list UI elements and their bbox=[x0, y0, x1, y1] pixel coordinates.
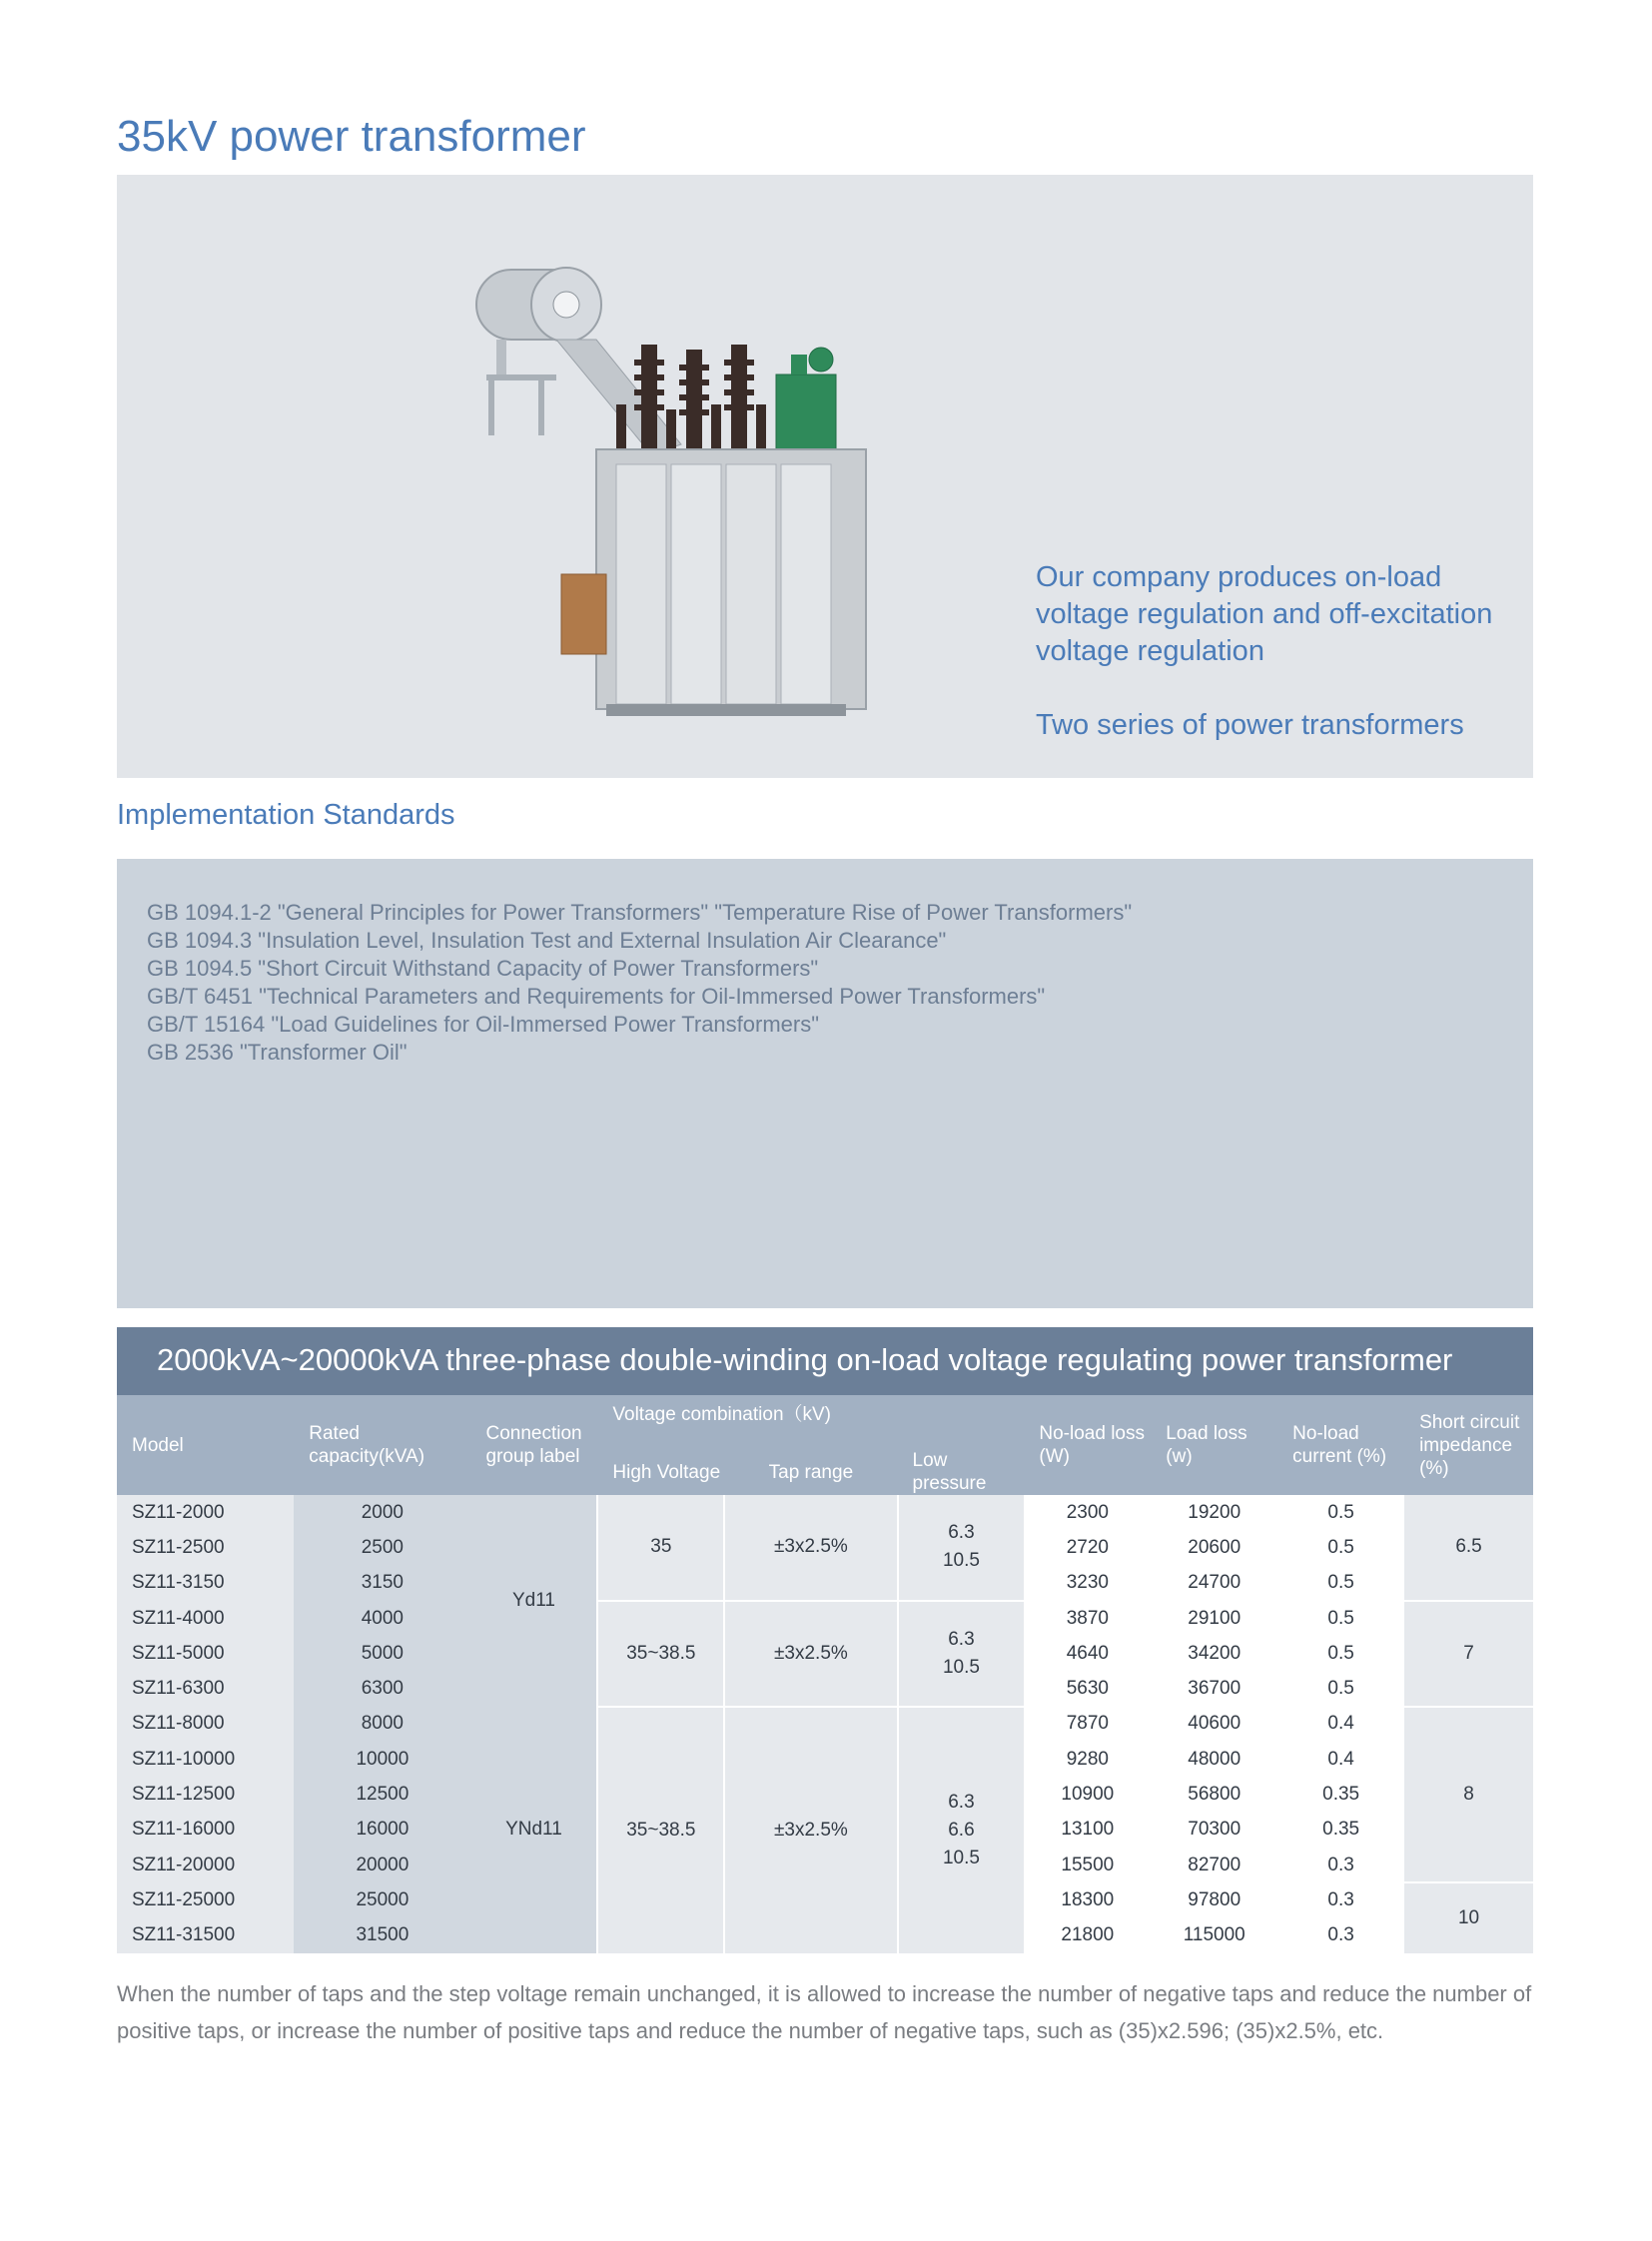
cell-no-load-loss: 5630 bbox=[1024, 1671, 1151, 1706]
standard-item: GB/T 6451 "Technical Parameters and Requirements for Oil-Immersed Power Transformers" bbox=[147, 984, 1046, 1009]
cell-model: SZ11-10000 bbox=[117, 1742, 294, 1777]
cell-model: SZ11-25000 bbox=[117, 1882, 294, 1917]
table-title: 2000kVA~20000kVA three-phase double-winding on-load voltage regulating power transformer bbox=[157, 1342, 1453, 1377]
cell-capacity: 16000 bbox=[294, 1813, 470, 1848]
cell-model: SZ11-4000 bbox=[117, 1601, 294, 1636]
cell-no-load-current: 0.35 bbox=[1277, 1813, 1404, 1848]
cell-no-load-loss: 13100 bbox=[1024, 1813, 1151, 1848]
cell-no-load-current: 0.5 bbox=[1277, 1601, 1404, 1636]
cell-high-voltage: 35 bbox=[597, 1495, 724, 1601]
cell-no-load-current: 0.5 bbox=[1277, 1636, 1404, 1671]
col-high-voltage: High Voltage bbox=[597, 1449, 724, 1495]
cell-load-loss: 24700 bbox=[1151, 1566, 1277, 1601]
cell-no-load-loss: 15500 bbox=[1024, 1848, 1151, 1882]
cell-no-load-loss: 10900 bbox=[1024, 1777, 1151, 1812]
cell-no-load-current: 0.5 bbox=[1277, 1566, 1404, 1601]
cell-tap-range: ±3x2.5% bbox=[724, 1495, 897, 1601]
hero-text-line-2: Two series of power transformers bbox=[1036, 709, 1464, 741]
main-tank bbox=[561, 449, 866, 716]
col-model: Model bbox=[117, 1395, 294, 1495]
cell-no-load-current: 0.5 bbox=[1277, 1530, 1404, 1565]
cell-low-pressure: 6.3 10.5 bbox=[898, 1601, 1025, 1707]
col-low-pressure: Low pressure bbox=[898, 1449, 1025, 1495]
cell-model: SZ11-2000 bbox=[117, 1495, 294, 1530]
cell-model: SZ11-12500 bbox=[117, 1777, 294, 1812]
standard-item: GB 1094.1-2 "General Principles for Power Transformers" "Temperature Rise of Power Transformers" bbox=[147, 900, 1133, 925]
cell-no-load-loss: 18300 bbox=[1024, 1882, 1151, 1917]
cell-model: SZ11-16000 bbox=[117, 1813, 294, 1848]
specification-table bbox=[117, 1395, 1533, 1953]
cell-no-load-loss: 3230 bbox=[1024, 1566, 1151, 1601]
cell-capacity: 10000 bbox=[294, 1742, 470, 1777]
cell-capacity: 25000 bbox=[294, 1882, 470, 1917]
cell-no-load-current: 0.3 bbox=[1277, 1918, 1404, 1953]
cell-capacity: 3150 bbox=[294, 1566, 470, 1601]
cell-load-loss: 115000 bbox=[1151, 1918, 1277, 1953]
cell-no-load-loss: 2300 bbox=[1024, 1495, 1151, 1530]
cell-impedance: 7 bbox=[1404, 1601, 1533, 1707]
cell-load-loss: 34200 bbox=[1151, 1636, 1277, 1671]
standard-item: GB 1094.3 "Insulation Level, Insulation Test and External Insulation Air Clearance" bbox=[147, 928, 947, 953]
cell-no-load-loss: 4640 bbox=[1024, 1636, 1151, 1671]
cell-load-loss: 19200 bbox=[1151, 1495, 1277, 1530]
cell-model: SZ11-31500 bbox=[117, 1918, 294, 1953]
tap-changer bbox=[776, 348, 836, 454]
cell-model: SZ11-5000 bbox=[117, 1636, 294, 1671]
product-hero bbox=[117, 175, 1533, 778]
cell-impedance: 8 bbox=[1404, 1707, 1533, 1882]
cell-load-loss: 97800 bbox=[1151, 1882, 1277, 1917]
cell-high-voltage: 35~38.5 bbox=[597, 1601, 724, 1707]
cell-tap-range: ±3x2.5% bbox=[724, 1707, 897, 1953]
standard-item: GB 1094.5 "Short Circuit Withstand Capacity of Power Transformers" bbox=[147, 956, 819, 981]
standards-list bbox=[147, 899, 1132, 1067]
table-row bbox=[117, 1707, 1533, 1742]
cell-load-loss: 70300 bbox=[1151, 1813, 1277, 1848]
cell-no-load-loss: 3870 bbox=[1024, 1601, 1151, 1636]
cell-capacity: 8000 bbox=[294, 1707, 470, 1742]
cell-model: SZ11-8000 bbox=[117, 1707, 294, 1742]
cell-capacity: 12500 bbox=[294, 1777, 470, 1812]
cell-load-loss: 48000 bbox=[1151, 1742, 1277, 1777]
cell-impedance: 6.5 bbox=[1404, 1495, 1533, 1601]
cell-model: SZ11-3150 bbox=[117, 1566, 294, 1601]
cell-no-load-loss: 21800 bbox=[1024, 1918, 1151, 1953]
cell-load-loss: 29100 bbox=[1151, 1601, 1277, 1636]
col-load-loss: Load loss (w) bbox=[1151, 1395, 1277, 1495]
cell-no-load-loss: 2720 bbox=[1024, 1530, 1151, 1565]
cell-load-loss: 82700 bbox=[1151, 1848, 1277, 1882]
table-row bbox=[117, 1495, 1533, 1530]
cell-no-load-current: 0.5 bbox=[1277, 1495, 1404, 1530]
col-rated-capacity: Rated capacity(kVA) bbox=[294, 1395, 470, 1495]
table-row bbox=[117, 1601, 1533, 1636]
cell-capacity: 5000 bbox=[294, 1636, 470, 1671]
hero-text-line-1: Our company produces on-load voltage regulation and off-excitation voltage regulation bbox=[1036, 561, 1493, 667]
cell-no-load-current: 0.4 bbox=[1277, 1742, 1404, 1777]
table-title-bar bbox=[117, 1327, 1533, 1395]
footnote: When the number of taps and the step voltage remain unchanged, it is allowed to increase the number of negative taps and reduce the number of positive taps, or increase the number of positive taps and reduce the number of negative taps, such as (35)x2.596; (35)x2.5%, etc. bbox=[117, 1981, 1532, 2043]
cell-no-load-current: 0.35 bbox=[1277, 1777, 1404, 1812]
cell-no-load-loss: 9280 bbox=[1024, 1742, 1151, 1777]
col-connection: Connection group label bbox=[471, 1395, 598, 1495]
cell-load-loss: 56800 bbox=[1151, 1777, 1277, 1812]
cell-impedance: 10 bbox=[1404, 1882, 1533, 1953]
page-title: 35kV power transformer bbox=[117, 112, 586, 161]
cell-no-load-current: 0.4 bbox=[1277, 1707, 1404, 1742]
cell-capacity: 2000 bbox=[294, 1495, 470, 1530]
cell-no-load-loss: 7870 bbox=[1024, 1707, 1151, 1742]
col-tap-range: Tap range bbox=[724, 1449, 897, 1495]
cell-tap-range: ±3x2.5% bbox=[724, 1601, 897, 1707]
standards-title: Implementation Standards bbox=[117, 799, 455, 831]
cell-no-load-current: 0.5 bbox=[1277, 1671, 1404, 1706]
cell-connection: YNd11 bbox=[471, 1707, 598, 1953]
col-no-load-loss: No-load loss (W) bbox=[1024, 1395, 1151, 1495]
cell-low-pressure: 6.3 10.5 bbox=[898, 1495, 1025, 1601]
hero-description bbox=[1036, 559, 1495, 744]
cell-connection: Yd11 bbox=[471, 1495, 598, 1707]
standards-box bbox=[117, 859, 1533, 1308]
cell-low-pressure: 6.3 6.6 10.5 bbox=[898, 1707, 1025, 1953]
cell-capacity: 4000 bbox=[294, 1601, 470, 1636]
col-short-circuit: Short circuit impedance (%) bbox=[1404, 1395, 1533, 1495]
cell-no-load-current: 0.3 bbox=[1277, 1848, 1404, 1882]
cell-capacity: 2500 bbox=[294, 1530, 470, 1565]
cell-load-loss: 20600 bbox=[1151, 1530, 1277, 1565]
cell-no-load-current: 0.3 bbox=[1277, 1882, 1404, 1917]
cell-capacity: 31500 bbox=[294, 1918, 470, 1953]
standard-item: GB/T 15164 "Load Guidelines for Oil-Immersed Power Transformers" bbox=[147, 1012, 820, 1037]
cell-model: SZ11-20000 bbox=[117, 1848, 294, 1882]
col-voltage-combination: Voltage combination（kV) bbox=[597, 1395, 1024, 1449]
cell-load-loss: 36700 bbox=[1151, 1671, 1277, 1706]
cell-model: SZ11-6300 bbox=[117, 1671, 294, 1706]
cell-high-voltage: 35~38.5 bbox=[597, 1707, 724, 1953]
cell-capacity: 6300 bbox=[294, 1671, 470, 1706]
cell-capacity: 20000 bbox=[294, 1848, 470, 1882]
cell-model: SZ11-2500 bbox=[117, 1530, 294, 1565]
col-no-load-current: No-load current (%) bbox=[1277, 1395, 1404, 1495]
cell-load-loss: 40600 bbox=[1151, 1707, 1277, 1742]
standard-item: GB 2536 "Transformer Oil" bbox=[147, 1040, 408, 1065]
